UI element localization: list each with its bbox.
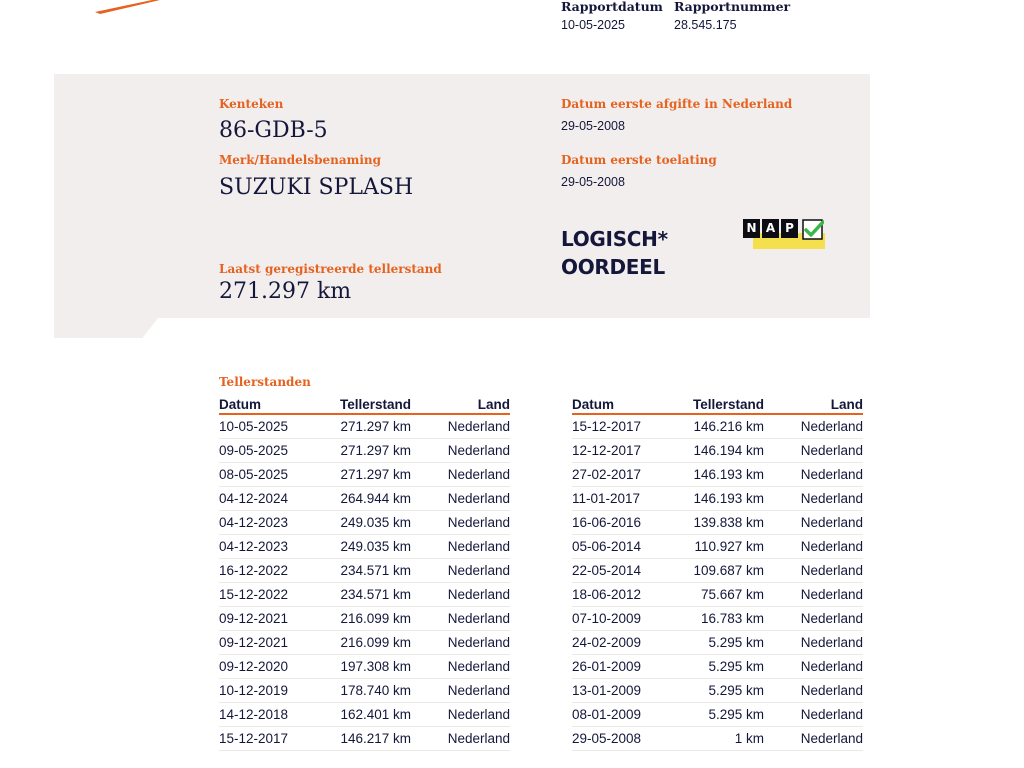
cell-country: Nederland bbox=[764, 727, 863, 751]
table-row bbox=[572, 414, 863, 439]
table-row bbox=[572, 727, 863, 751]
table-row bbox=[219, 583, 510, 607]
verdict-line1: LOGISCH* bbox=[561, 227, 668, 251]
cell-country: Nederland bbox=[411, 511, 510, 535]
cell-country: Nederland bbox=[411, 559, 510, 583]
report-number bbox=[674, 0, 790, 32]
cell-date: 09-12-2020 bbox=[219, 655, 339, 679]
cell-reading: 162.401 km bbox=[339, 703, 411, 727]
first-admission-value: 29-05-2008 bbox=[561, 175, 625, 189]
cell-reading: 5.295 km bbox=[692, 631, 764, 655]
cell-reading: 16.783 km bbox=[692, 607, 764, 631]
cell-reading: 1 km bbox=[692, 727, 764, 751]
cell-date: 24-02-2009 bbox=[572, 631, 692, 655]
report-date-label: Rapportdatum bbox=[561, 0, 663, 14]
table-header-row bbox=[572, 396, 863, 414]
table-row bbox=[572, 511, 863, 535]
summary-panel-tab bbox=[54, 318, 158, 338]
table-row bbox=[572, 583, 863, 607]
cell-date: 09-12-2021 bbox=[219, 631, 339, 655]
table-row bbox=[219, 559, 510, 583]
cell-country: Nederland bbox=[411, 703, 510, 727]
cell-reading: 5.295 km bbox=[692, 703, 764, 727]
cell-country: Nederland bbox=[411, 583, 510, 607]
cell-reading: 216.099 km bbox=[339, 631, 411, 655]
cell-reading: 146.217 km bbox=[339, 727, 411, 751]
cell-country: Nederland bbox=[411, 439, 510, 463]
cell-reading: 264.944 km bbox=[339, 487, 411, 511]
cell-country: Nederland bbox=[764, 631, 863, 655]
table-row bbox=[572, 559, 863, 583]
cell-country: Nederland bbox=[411, 679, 510, 703]
cell-reading: 146.193 km bbox=[692, 463, 764, 487]
table-row bbox=[219, 679, 510, 703]
cell-reading: 271.297 km bbox=[339, 439, 411, 463]
verdict-line2: OORDEEL bbox=[561, 255, 665, 279]
nap-letter-p: P bbox=[781, 219, 798, 238]
table-row bbox=[572, 463, 863, 487]
cell-reading: 178.740 km bbox=[339, 679, 411, 703]
cell-date: 07-10-2009 bbox=[572, 607, 692, 631]
cell-country: Nederland bbox=[764, 703, 863, 727]
cell-date: 27-02-2017 bbox=[572, 463, 692, 487]
readings-title: Tellerstanden bbox=[219, 375, 311, 389]
plate-label: Kenteken bbox=[219, 97, 284, 111]
cell-country: Nederland bbox=[411, 655, 510, 679]
table-row bbox=[219, 439, 510, 463]
cell-date: 29-05-2008 bbox=[572, 727, 692, 751]
cell-date: 15-12-2017 bbox=[219, 727, 339, 751]
cell-reading: 110.927 km bbox=[692, 535, 764, 559]
cell-country: Nederland bbox=[764, 535, 863, 559]
table-row bbox=[572, 535, 863, 559]
readings-body-left bbox=[219, 414, 510, 751]
cell-reading: 216.099 km bbox=[339, 607, 411, 631]
cell-reading: 234.571 km bbox=[339, 583, 411, 607]
cell-country: Nederland bbox=[764, 463, 863, 487]
cell-date: 15-12-2017 bbox=[572, 414, 692, 439]
cell-country: Nederland bbox=[764, 607, 863, 631]
cell-reading: 146.216 km bbox=[692, 414, 764, 439]
first-admission-label: Datum eerste toelating bbox=[561, 153, 717, 167]
cell-reading: 5.295 km bbox=[692, 679, 764, 703]
cell-country: Nederland bbox=[764, 583, 863, 607]
cell-date: 11-01-2017 bbox=[572, 487, 692, 511]
plate-value: 86-GDB-5 bbox=[219, 118, 328, 143]
cell-date: 05-06-2014 bbox=[572, 535, 692, 559]
cell-date: 08-01-2009 bbox=[572, 703, 692, 727]
cell-date: 04-12-2024 bbox=[219, 487, 339, 511]
report-number-label: Rapportnummer bbox=[674, 0, 791, 14]
cell-country: Nederland bbox=[764, 679, 863, 703]
readings-table-left bbox=[219, 396, 510, 751]
cell-country: Nederland bbox=[411, 631, 510, 655]
header-country: Land bbox=[411, 396, 510, 414]
report-date bbox=[561, 0, 663, 32]
table-row bbox=[572, 439, 863, 463]
make-value: SUZUKI SPLASH bbox=[219, 175, 414, 200]
table-row bbox=[219, 655, 510, 679]
cell-country: Nederland bbox=[411, 487, 510, 511]
make-label: Merk/Handelsbenaming bbox=[219, 153, 382, 167]
table-row bbox=[572, 703, 863, 727]
cell-date: 09-12-2021 bbox=[219, 607, 339, 631]
table-row bbox=[572, 631, 863, 655]
cell-reading: 75.667 km bbox=[692, 583, 764, 607]
cell-reading: 271.297 km bbox=[339, 463, 411, 487]
cell-date: 10-05-2025 bbox=[219, 414, 339, 439]
nap-badge bbox=[743, 219, 827, 251]
table-row bbox=[219, 414, 510, 439]
cell-reading: 5.295 km bbox=[692, 655, 764, 679]
cell-country: Nederland bbox=[764, 414, 863, 439]
cell-country: Nederland bbox=[411, 463, 510, 487]
header-country: Land bbox=[764, 396, 863, 414]
readings-table-right bbox=[572, 396, 863, 751]
report-date-value: 10-05-2025 bbox=[561, 18, 625, 32]
cell-country: Nederland bbox=[411, 414, 510, 439]
cell-date: 08-05-2025 bbox=[219, 463, 339, 487]
cell-reading: 197.308 km bbox=[339, 655, 411, 679]
check-icon bbox=[802, 219, 824, 241]
nap-letter-a: A bbox=[762, 219, 779, 238]
cell-date: 04-12-2023 bbox=[219, 535, 339, 559]
cell-reading: 109.687 km bbox=[692, 559, 764, 583]
table-row bbox=[219, 703, 510, 727]
table-header-row bbox=[219, 396, 510, 414]
cell-reading: 271.297 km bbox=[339, 414, 411, 439]
header-reading: Tellerstand bbox=[339, 397, 411, 412]
last-reading-value: 271.297 km bbox=[219, 279, 352, 304]
header-date: Datum bbox=[219, 396, 339, 414]
first-issue-nl-value: 29-05-2008 bbox=[561, 119, 625, 133]
last-reading-label: Laatst geregistreerde tellerstand bbox=[219, 262, 442, 276]
cell-date: 15-12-2022 bbox=[219, 583, 339, 607]
cell-date: 26-01-2009 bbox=[572, 655, 692, 679]
cell-country: Nederland bbox=[764, 511, 863, 535]
cell-date: 04-12-2023 bbox=[219, 511, 339, 535]
cell-date: 14-12-2018 bbox=[219, 703, 339, 727]
first-issue-nl-label: Datum eerste afgifte in Nederland bbox=[561, 97, 793, 111]
cell-country: Nederland bbox=[764, 487, 863, 511]
brand-logo-icon bbox=[90, 0, 170, 20]
header-reading: Tellerstand bbox=[692, 397, 764, 412]
table-row bbox=[219, 535, 510, 559]
cell-reading: 249.035 km bbox=[339, 535, 411, 559]
cell-country: Nederland bbox=[411, 727, 510, 751]
cell-date: 22-05-2014 bbox=[572, 559, 692, 583]
report-number-value: 28.545.175 bbox=[674, 18, 737, 32]
table-row bbox=[572, 607, 863, 631]
cell-reading: 139.838 km bbox=[692, 511, 764, 535]
nap-letter-n: N bbox=[743, 219, 760, 238]
table-row bbox=[219, 727, 510, 751]
table-row bbox=[219, 487, 510, 511]
header-date: Datum bbox=[572, 396, 692, 414]
table-row bbox=[219, 511, 510, 535]
table-row bbox=[572, 487, 863, 511]
cell-reading: 249.035 km bbox=[339, 511, 411, 535]
table-row bbox=[572, 655, 863, 679]
cell-country: Nederland bbox=[411, 607, 510, 631]
cell-date: 10-12-2019 bbox=[219, 679, 339, 703]
readings-body-right bbox=[572, 414, 863, 751]
table-row bbox=[219, 631, 510, 655]
cell-date: 12-12-2017 bbox=[572, 439, 692, 463]
cell-country: Nederland bbox=[764, 439, 863, 463]
table-row bbox=[219, 607, 510, 631]
cell-country: Nederland bbox=[411, 535, 510, 559]
table-row bbox=[219, 463, 510, 487]
cell-date: 18-06-2012 bbox=[572, 583, 692, 607]
cell-reading: 234.571 km bbox=[339, 559, 411, 583]
cell-date: 16-06-2016 bbox=[572, 511, 692, 535]
verdict bbox=[561, 225, 668, 281]
table-row bbox=[572, 679, 863, 703]
cell-date: 13-01-2009 bbox=[572, 679, 692, 703]
cell-country: Nederland bbox=[764, 559, 863, 583]
cell-country: Nederland bbox=[764, 655, 863, 679]
cell-date: 09-05-2025 bbox=[219, 439, 339, 463]
cell-date: 16-12-2022 bbox=[219, 559, 339, 583]
cell-reading: 146.193 km bbox=[692, 487, 764, 511]
cell-reading: 146.194 km bbox=[692, 439, 764, 463]
